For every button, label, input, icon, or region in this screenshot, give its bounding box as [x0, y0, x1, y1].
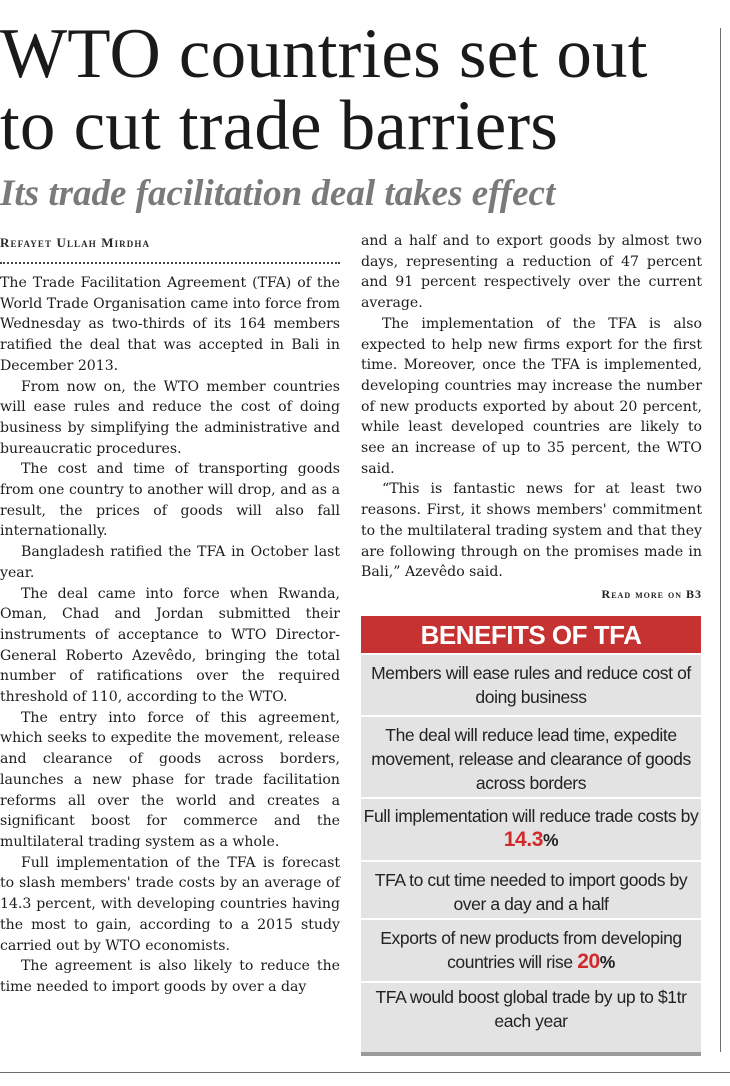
read-more-link[interactable]: Read more on B3 — [601, 587, 702, 601]
paragraph: The entry into force of this agreement, which seeks to expedite the movement, release and clearance of goods across borders, launches a new phase for trade facilitation reforms all over the world and creates a significant boost for commerce and the multilateral trading system as a whole. — [0, 709, 340, 850]
benefit-item: The deal will reduce lead time, expedite movement, release and clearance of goods across borders — [361, 715, 701, 797]
article-column-right — [361, 231, 702, 583]
paragraph: and a half and to export goods by almost two days, representing a reduction of 47 percent and 91 percent respectively over the current average. — [361, 233, 702, 312]
paragraph: The deal came into force when Rwanda, Oman, Chad and Jordan submitted their instruments of acceptance to WTO Director-General Roberto Azevêdo, bringing the total number of ratifications over the required threshold of 110, according to the WTO. — [0, 585, 340, 706]
paragraph: The implementation of the TFA is also expected to help new firms export for the first time. Moreover, once the TFA is implemented, developing countries may increase the number of new products exported by about 20 percent, while least developed countries are likely to see an increase of up to 35 percent, the WTO said. — [361, 315, 702, 477]
paragraph: Bangladesh ratified the TFA in October last year. — [0, 544, 340, 581]
benefit-text: Full implementation will reduce trade costs by — [363, 806, 699, 826]
byline: Refayet Ullah Mirdha — [0, 235, 151, 250]
benefit-unit: % — [543, 830, 559, 850]
benefit-item — [361, 918, 701, 981]
benefits-box — [361, 616, 701, 1056]
benefit-item — [361, 797, 701, 860]
benefit-highlight-value: 20 — [577, 950, 600, 973]
deck-subheadline: Its trade facilitation deal takes effect — [0, 173, 556, 214]
paragraph: The Trade Facilitation Agreement (TFA) of the World Trade Organisation came into force from Wednesday as two-thirds of its 164 members ratified the deal that was accepted in Bali in December 2013. — [0, 275, 340, 374]
byline-divider — [0, 262, 340, 264]
benefit-text: Exports of new products from developing countries will rise — [380, 928, 682, 972]
paragraph: Full implementation of the TFA is forecast to slash members' trade costs by an average of 14.3 percent, with developing countries having the most to gain, according to a 2015 study carried out by WTO economists. — [0, 854, 340, 954]
benefit-item: TFA to cut time needed to import goods by over a day and a half — [361, 860, 701, 918]
page-rule-bottom — [0, 1072, 730, 1073]
benefit-item: TFA would boost global trade by up to $1tr each year — [361, 981, 701, 1039]
paragraph: The agreement is also likely to reduce the time needed to import goods by over a day — [0, 958, 340, 995]
benefit-item: Members will ease rules and reduce cost of doing business — [361, 653, 701, 715]
paragraph: From now on, the WTO member countries will ease rules and reduce the cost of doing business by simplifying the administrative and bureaucratic procedures. — [0, 378, 340, 457]
headline: WTO countries set out to cut trade barriers — [0, 15, 648, 165]
article-column-left — [0, 273, 340, 998]
paragraph: The cost and time of transporting goods from one country to another will drop, and as a result, the prices of goods will also fall internationally. — [0, 461, 340, 540]
benefits-title: BENEFITS OF TFA — [361, 616, 701, 653]
benefit-highlight-value: 14.3 — [503, 828, 544, 851]
paragraph: “This is fantastic news for at least two reasons. First, it shows members' commitment to the multilateral trading system and that they are following through on the promises made in Bali,” Azevêdo said. — [361, 481, 702, 581]
column-rule-right — [720, 28, 721, 1052]
benefit-unit: % — [599, 952, 615, 972]
